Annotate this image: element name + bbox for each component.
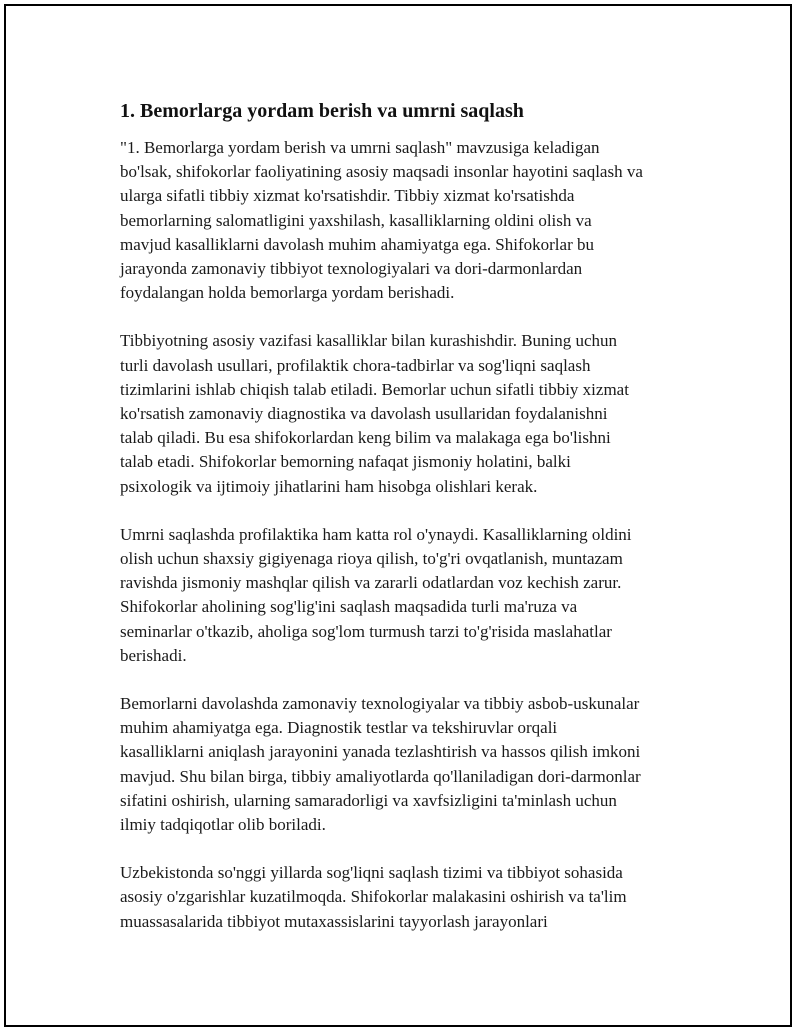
paragraph-3: Umrni saqlashda profilaktika ham katta rol o'ynaydi. Kasalliklarning oldini olish uchun shaxsiy gigiyenaga rioya qilish, to'g'ri ovqatlanish, muntazam ravishda jismoniy mashqlar qilish va zararli odatlardan voz kechish zarur. Shifokorlar aholining sog'lig'ini saqlash maqsadida turli ma'ruza va seminarlar o'tkazib, aholiga sog'lom turmush tarzi to'g'risida maslahatlar berishadi. [120, 524, 632, 665]
document-title: 1. Bemorlarga yordam berish va umrni saqlash [120, 100, 524, 122]
paragraph-1: "1. Bemorlarga yordam berish va umrni saqlash" mavzusiga keladigan bo'lsak, shifokorlar faoliyatining asosiy maqsadi insonlar hayotini saqlash va ularga sifatli tibbiy xizmat ko'rsatishdir. Tibbiy xizmat ko'rsatishda bemorlarning salomatligini yaxshilash, kasalliklarning oldini olish va mavjud kasalliklarni davolash muhim ahamiyatga ega. Shifokorlar bu jarayonda zamonaviy tibbiyot texnologiyalari va dori-darmonlardan foydalangan holda bemorlarga yordam berishadi. [120, 138, 643, 303]
paragraph-4: Bemorlarni davolashda zamonaviy texnologiyalar va tibbiy asbob-uskunalar muhim ahamiyatga ega. Diagnostik testlar va tekshiruvlar orqali kasalliklarni aniqlash jarayonini yanada tezlashtirish va hassos qilish imkoni mavjud. Shu bilan birga, tibbiy amaliyotlarda qo'llaniladigan dori-darmonlar sifatini oshirish, ularning samaradorligi va xavfsizligini ta'minlash uchun ilmiy tadqiqotlar olib boriladi. [120, 694, 641, 835]
paragraph-2: Tibbiyotning asosiy vazifasi kasalliklar bilan kurashishdir. Buning uchun turli davolash usullari, profilaktik chora-tadbirlar va sog'liqni saqlash tizimlarini ishlab chiqish talab etiladi. Bemorlar uchun sifatli tibbiy xizmat ko'rsatish zamonaviy diagnostika va davolash usullaridan foydalanishni talab qiladi. Bu esa shifokorlardan keng bilim va malakaga ega bo'lishni talab etadi. Shifokorlar bemorning nafaqat jismoniy holatini, balki psixologik va ijtimoiy jihatlarini ham hisobga olishlari kerak. [120, 331, 629, 496]
document-body [120, 98, 700, 958]
paragraph-5: Uzbekistonda so'nggi yillarda sog'liqni saqlash tizimi va tibbiyot sohasida asosiy o'zgarishlar kuzatilmoqda. Shifokorlar malakasini oshirish va ta'lim muassasalarida tibbiyot mutaxassislarini tayyorlash jarayonlari [120, 863, 627, 931]
document-page [4, 4, 792, 1027]
